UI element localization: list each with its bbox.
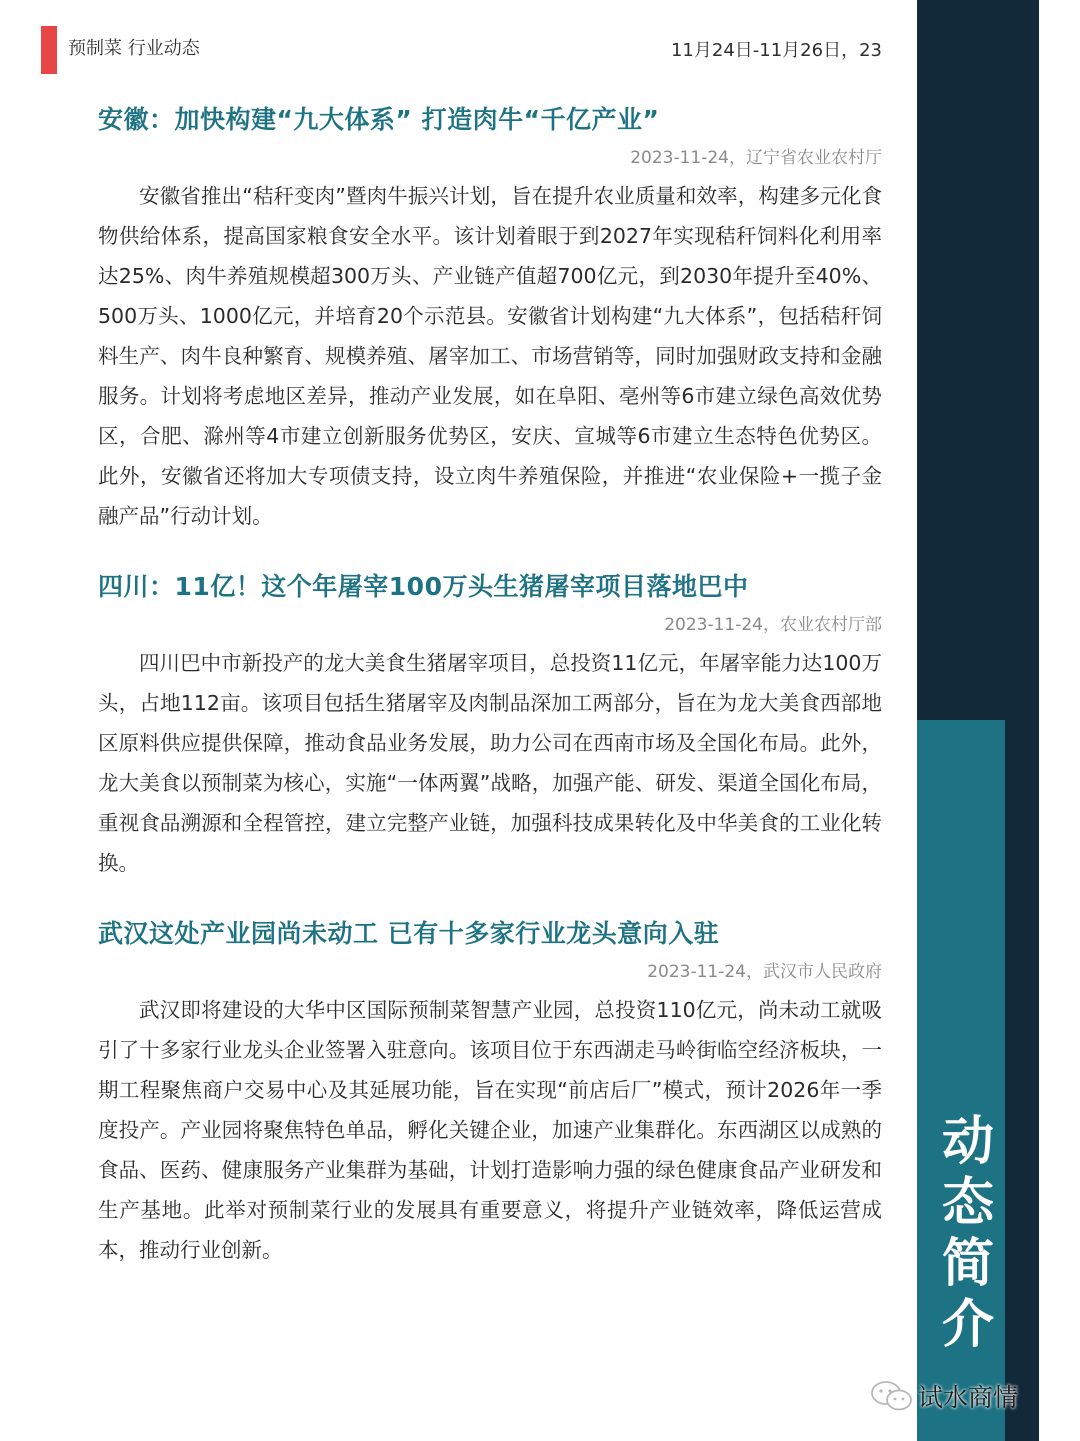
article-meta: 2023-11-24，武汉市人民政府 <box>647 962 882 982</box>
article-meta: 2023-11-24，辽宁省农业农村厅 <box>630 148 882 168</box>
article-title: 安徽：加快构建“九大体系” 打造肉牛“千亿产业” <box>98 105 660 134</box>
right-margin-strip <box>1039 0 1080 1441</box>
article-body: 武汉即将建设的大华中区国际预制菜智慧产业园，总投资110亿元，尚未动工就吸引了十多家行业龙头企业签署入驻意向。该项目位于东西湖走马岭街临空经济板块，一期工程聚焦商户交易中心及其延展功能，旨在实现“前店后厂”模式，预计2026年一季度投产。产业园将聚焦特色单品，孵化关键企业，加速产业集群化。东西湖区以成熟的食品、医药、健康服务产业集群为基础，计划打造影响力强的绿色健康食品产业研发和生产基地。此举对预制菜行业的发展具有重要意义，将提升产业链效率，降低运营成本，推动行业创新。 <box>98 998 882 1262</box>
header-accent-bar <box>41 26 57 74</box>
article-title: 四川：11亿！这个年屠宰100万头生猪屠宰项目落地巴中 <box>98 572 749 601</box>
article-wuhan <box>98 917 882 1270</box>
wechat-account-name: 试水商情 <box>918 1383 1019 1412</box>
sidebar-vertical-title <box>927 1112 1009 1356</box>
article-body: 四川巴中市新投产的龙大美食生猪屠宰项目，总投资11亿元，年屠宰能力达100万头，占地112亩。该项目包括生猪屠宰及肉制品深加工两部分，旨在为龙大美食西部地区原料供应提供保障，推动食品业务发展，助力公司在西南市场及全国化布局。此外，龙大美食以预制菜为核心，实施“一体两翼”战略，加强产能、研发、渠道全国化布局，重视食品溯源和全程管控，建立完整产业链，加强科技成果转化及中华美食的工业化转换。 <box>98 651 882 875</box>
article-meta: 2023-11-24，农业农村厅部 <box>664 615 882 635</box>
title-char: 动 <box>941 1112 994 1172</box>
section-label: 预制菜 行业动态 <box>68 38 200 59</box>
article-body: 安徽省推出“秸秆变肉”暨肉牛振兴计划，旨在提升农业质量和效率，构建多元化食物供给体系，提高国家粮食安全水平。该计划着眼于到2027年实现秸秆饲料化利用率达25%、肉牛养殖规模超300万头、产业链产值超700亿元，到2030年提升至40%、500万头、1000亿元，并培育20个示范县。安徽省计划构建“九大体系”，包括秸秆饲料生产、肉牛良种繁育、规模养殖、屠宰加工、市场营销等，同时加强财政支持和金融服务。计划将考虑地区差异，推动产业发展，如在阜阳、亳州等6市建立绿色高效优势区，合肥、滁州等4市建立创新服务优势区，安庆、宣城等6市建立生态特色优势区。此外，安徽省还将加大专项债支持，设立肉牛养殖保险，并推进“农业保险+一揽子金融产品”行动计划。 <box>98 184 882 528</box>
title-char: 简 <box>941 1234 994 1294</box>
wechat-watermark <box>870 1378 1018 1414</box>
article-title: 武汉这处产业园尚未动工 已有十多家行业龙头意向入驻 <box>98 919 720 948</box>
title-char: 介 <box>941 1295 994 1355</box>
wechat-icon <box>870 1379 914 1413</box>
article-sichuan <box>98 570 882 883</box>
title-char: 态 <box>941 1173 994 1233</box>
date-range: 11月24日-11月26日，23 <box>670 40 882 61</box>
article-anhui <box>98 103 882 536</box>
